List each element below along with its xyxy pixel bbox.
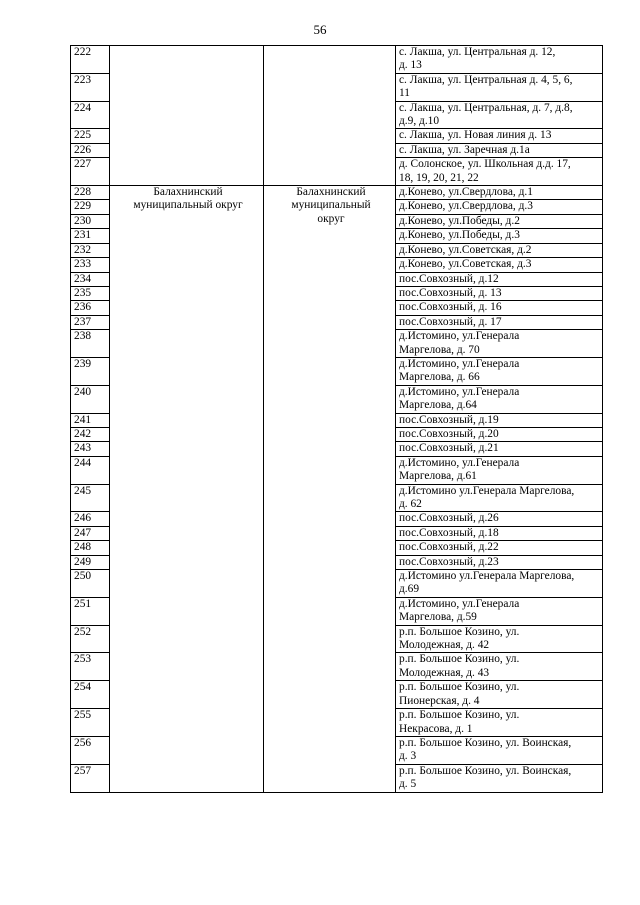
address-line: с. Лакша, ул. Центральная д. 12,	[399, 46, 556, 58]
address-line: пос.Совхозный, д. 17	[399, 315, 502, 328]
row-number: 248	[71, 541, 110, 555]
row-number: 227	[71, 158, 110, 186]
address-line: д.Истомино, ул.Генерала	[399, 597, 520, 610]
row-number: 225	[71, 129, 110, 143]
address-cell	[396, 272, 603, 286]
row-number: 252	[71, 625, 110, 653]
address-cell	[396, 413, 603, 427]
address-line: р.п. Большое Козино, ул. Воинская,	[399, 764, 572, 777]
address-cell	[396, 301, 603, 315]
row-number: 245	[71, 484, 110, 512]
address-cell	[396, 709, 603, 737]
address-line: д. Солонское, ул. Школьная д.д. 17,	[399, 158, 571, 171]
address-line: р.п. Большое Козино, ул.	[399, 653, 520, 666]
row-number: 230	[71, 214, 110, 228]
address-cell	[396, 229, 603, 243]
address-line: д. 3	[399, 750, 417, 763]
address-cell	[396, 570, 603, 598]
address-line: д.Истомино ул.Генерала Маргелова,	[399, 484, 575, 497]
address-cell	[396, 258, 603, 272]
address-cell	[396, 512, 603, 526]
address-line: д.Истомино, ул.Генерала	[399, 385, 520, 398]
row-number: 231	[71, 229, 110, 243]
address-line: д.Конево, ул.Советская, д.3	[399, 258, 532, 271]
address-line: Маргелова, д.59	[399, 611, 477, 624]
row-number: 255	[71, 709, 110, 737]
address-line: р.п. Большое Козино, ул.	[399, 681, 520, 694]
address-cell	[396, 315, 603, 329]
row-number: 243	[71, 442, 110, 456]
address-line: д.69	[399, 583, 420, 596]
table-row	[71, 46, 603, 74]
address-cell	[396, 46, 603, 74]
address-cell	[396, 625, 603, 653]
address-cell	[396, 101, 603, 129]
address-cell	[396, 484, 603, 512]
address-line: д. 13	[399, 59, 422, 72]
address-line: пос.Совхозный, д. 16	[399, 301, 502, 314]
address-line: с. Лакша, ул. Заречная д.1а	[399, 143, 530, 156]
address-line: Маргелова, д. 70	[399, 343, 480, 356]
address-line: Маргелова, д.64	[399, 399, 477, 412]
row-number: 232	[71, 243, 110, 257]
address-line: д.Истомино, ул.Генерала	[399, 330, 520, 343]
address-line: Пионерская, д. 4	[399, 694, 480, 707]
address-line: р.п. Большое Козино, ул.	[399, 625, 520, 638]
address-cell	[396, 357, 603, 385]
district-cell-empty	[110, 46, 264, 186]
address-line: с. Лакша, ул. Центральная, д. 7, д.8,	[399, 101, 573, 114]
row-number: 236	[71, 301, 110, 315]
address-line: пос.Совхозный, д.18	[399, 526, 499, 539]
row-number: 244	[71, 456, 110, 484]
row-number: 246	[71, 512, 110, 526]
row-number: 251	[71, 597, 110, 625]
row-number: 250	[71, 570, 110, 598]
address-cell	[396, 456, 603, 484]
row-number: 247	[71, 526, 110, 540]
address-line: д.Конево, ул.Советская, д.2	[399, 243, 532, 256]
address-cell	[396, 186, 603, 200]
address-cell	[396, 214, 603, 228]
row-number: 256	[71, 736, 110, 764]
address-line: пос.Совхозный, д.12	[399, 272, 499, 285]
table-row	[71, 186, 603, 200]
address-line: д.Истомино, ул.Генерала	[399, 357, 520, 370]
row-number: 235	[71, 286, 110, 300]
row-number: 229	[71, 200, 110, 214]
address-line: с. Лакша, ул. Центральная д. 4, 5, 6,	[399, 73, 573, 86]
address-cell	[396, 158, 603, 186]
address-line: Молодежная, д. 43	[399, 666, 490, 679]
address-line: р.п. Большое Козино, ул.	[399, 709, 520, 722]
row-number: 242	[71, 427, 110, 441]
address-line: Некрасова, д. 1	[399, 722, 473, 735]
address-line: пос.Совхозный, д.21	[399, 442, 499, 455]
address-cell	[396, 143, 603, 157]
address-line: д.Конево, ул.Свердлова, д.1	[399, 186, 533, 199]
address-cell	[396, 330, 603, 358]
row-number: 249	[71, 555, 110, 569]
district-cell-empty	[264, 46, 396, 186]
address-line: Маргелова, д. 66	[399, 371, 480, 384]
address-line: д.Конево, ул.Свердлова, д.3	[399, 200, 533, 213]
address-cell	[396, 385, 603, 413]
address-line: пос.Совхозный, д.20	[399, 427, 499, 440]
address-line: д.Истомино, ул.Генерала	[399, 456, 520, 469]
address-line: Молодежная, д. 42	[399, 639, 490, 652]
address-line: д.Истомино ул.Генерала Маргелова,	[399, 570, 575, 583]
address-cell	[396, 526, 603, 540]
address-line: 18, 19, 20, 21, 22	[399, 171, 479, 184]
district-name-line: Балахнинский	[296, 186, 366, 199]
address-cell	[396, 597, 603, 625]
district-cell-2	[264, 186, 396, 792]
district-name-line: округ	[317, 212, 345, 225]
address-line: д. 5	[399, 778, 417, 791]
row-number: 226	[71, 143, 110, 157]
row-number: 228	[71, 186, 110, 200]
address-line: р.п. Большое Козино, ул. Воинская,	[399, 736, 572, 749]
address-cell	[396, 541, 603, 555]
row-number: 223	[71, 73, 110, 101]
row-number: 237	[71, 315, 110, 329]
address-line: д.9, д.10	[399, 115, 440, 128]
address-line: пос.Совхозный, д.22	[399, 541, 499, 554]
address-cell	[396, 243, 603, 257]
address-cell	[396, 555, 603, 569]
district-name-line: муниципальный округ	[133, 199, 243, 212]
row-number: 239	[71, 357, 110, 385]
address-cell	[396, 442, 603, 456]
address-cell	[396, 427, 603, 441]
address-line: 11	[399, 87, 410, 100]
address-cell	[396, 286, 603, 300]
address-table-body	[71, 46, 603, 793]
district-cell-1	[110, 186, 264, 792]
address-table	[70, 45, 603, 793]
address-cell	[396, 129, 603, 143]
row-number: 222	[71, 46, 110, 74]
address-line: пос.Совхозный, д.26	[399, 512, 499, 525]
row-number: 224	[71, 101, 110, 129]
address-cell	[396, 73, 603, 101]
address-cell	[396, 200, 603, 214]
row-number: 257	[71, 764, 110, 792]
address-line: пос.Совхозный, д.19	[399, 413, 499, 426]
address-line: с. Лакша, ул. Новая линия д. 13	[399, 129, 552, 142]
address-line: пос.Совхозный, д. 13	[399, 286, 502, 299]
row-number: 238	[71, 330, 110, 358]
address-cell	[396, 764, 603, 792]
row-number: 240	[71, 385, 110, 413]
page-number: 56	[313, 22, 327, 37]
row-number: 254	[71, 681, 110, 709]
address-line: д. 62	[399, 498, 422, 510]
address-cell	[396, 653, 603, 681]
row-number: 233	[71, 258, 110, 272]
district-name-line: Балахнинский	[153, 186, 223, 199]
row-number: 253	[71, 653, 110, 681]
address-cell	[396, 736, 603, 764]
district-name-line: муниципальный	[291, 199, 371, 212]
address-cell	[396, 681, 603, 709]
row-number: 241	[71, 413, 110, 427]
address-line: д.Конево, ул.Победы, д.2	[399, 214, 520, 227]
address-line: Маргелова, д.61	[399, 470, 477, 483]
address-line: д.Конево, ул.Победы, д.3	[399, 229, 520, 242]
row-number: 234	[71, 272, 110, 286]
address-line: пос.Совхозный, д.23	[399, 555, 499, 568]
